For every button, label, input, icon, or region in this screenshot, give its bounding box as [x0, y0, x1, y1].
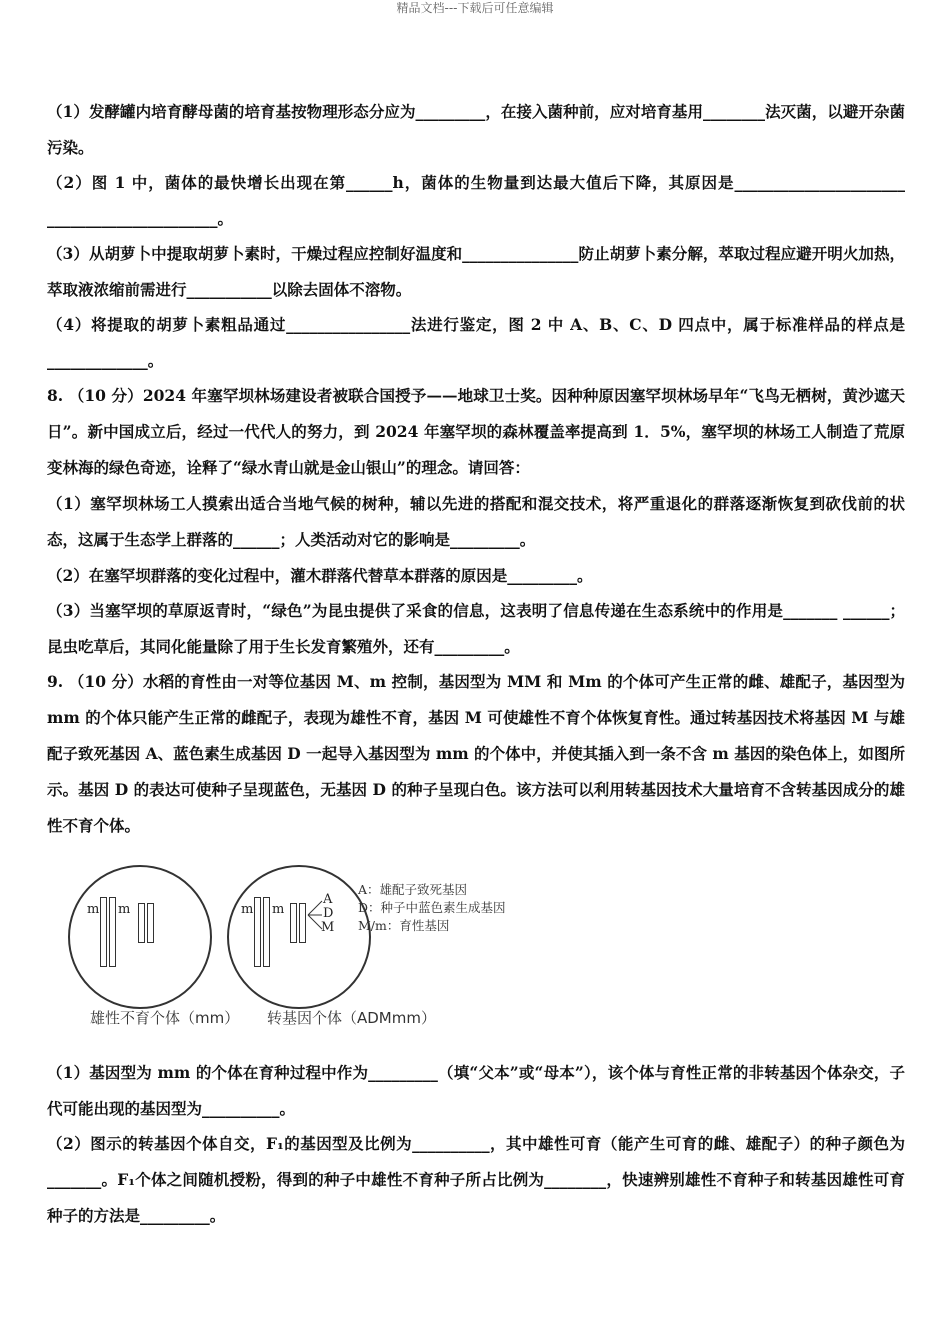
gene-label-m: m: [272, 902, 285, 917]
paragraph-q7-3: （3）从胡萝卜中提取胡萝卜素时，干燥过程应控制好温度和_______________防止胡萝卜素分解，萃取过程应避开明火加热，萃取液浓缩前需进行___________以除去固体不溶物。: [47, 244, 905, 299]
paragraph-q7-2: （2）图 1 中，菌体的最快增长出现在第______h，菌体的生物量到达最大值后下降，其原因是______________________ ______________________。: [47, 173, 911, 228]
caption-male-sterile: 雄性不育个体（mm）: [90, 1009, 240, 1027]
gene-label-m: m: [87, 902, 100, 917]
gene-label-D: D: [323, 906, 334, 921]
paragraph-q7-1: （1）发酵罐内培育酵母菌的培育基按物理形态分应为_________，在接入菌种前，应对培育基用________法灭菌，以避开杂菌污染。: [47, 102, 905, 157]
legend-item-A: A：雄配子致死基因: [358, 882, 468, 897]
gene-label-m: m: [118, 902, 131, 917]
chromosome: [299, 903, 306, 943]
gene-diagram-figure: [60, 855, 560, 1035]
paragraph-q7-4: （4）将提取的胡萝卜素粗品通过________________法进行鉴定，图 2 中 A、B、C、D 四点中，属于标准样品的样点是 _____________。: [47, 315, 911, 370]
chromosome: [290, 903, 297, 943]
paragraph-q8-intro: 8. （10 分）2024 年塞罕坝林场建设者被联合国授予——地球卫士奖。因种种原因塞罕坝林场早年“飞鸟无栖树，黄沙遮天日”。新中国成立后，经过一代代人的努力，到 2024 年塞罕坝的森林覆盖率提高到 1．5%，塞罕坝的林场工人制造了荒原变林海的绿色奇迹，诠释了“绿水青山就是金山银山”的理念。请回答：: [47, 386, 905, 477]
chromosome: [109, 897, 116, 967]
gene-label-m: m: [241, 902, 254, 917]
figure-legend: [358, 881, 506, 935]
paragraph-q9-2: （2）图示的转基因个体自交，F₁的基因型及比例为__________，其中雄性可育（能产生可育的雌、雄配子）的种子颜色为_______。F₁个体之间随机授粉，得到的种子中雄性不育种子所占比例为________，快速辨别雄性不育种子和转基因雄性可育种子的方法是_________。: [47, 1134, 905, 1225]
paragraph-q8-1: （1）塞罕坝林场工人摸索出适合当地气候的树种，辅以先进的搭配和混交技术，将严重退化的群落逐渐恢复到砍伐前的状态，这属于生态学上群落的______；人类活动对它的影响是_________。: [47, 494, 905, 549]
chromosome: [254, 897, 261, 967]
paragraph-q9-1: （1）基因型为 mm 的个体在育种过程中作为_________（填“父本”或“母本”），该个体与育性正常的非转基因个体杂交，子代可能出现的基因型为__________。: [47, 1063, 905, 1118]
page-header: 精品文档---下载后可任意编辑: [396, 1, 554, 15]
chromosome: [147, 903, 154, 943]
chromosome: [263, 897, 270, 967]
legend-item-D: D：种子中蓝色素生成基因: [358, 900, 506, 915]
chromosome: [100, 897, 107, 967]
gene-label-M: M: [321, 920, 335, 935]
paragraph-q9-intro: 9. （10 分）水稻的育性由一对等位基因 M、m 控制，基因型为 MM 和 Mm 的个体可产生正常的雌、雄配子，基因型为 mm 的个体只能产生正常的雌配子，表现为雄性不育，基因 M 可使雄性不育个体恢复育性。通过转基因技术将基因 M 与雄配子致死基因 A、蓝色素生成基因 D 一起导入基因型为 mm 的个体中，并使其插入到一条不含 m 基因的染色体上，如图所示。基因 D 的表达可使种子呈现蓝色，无基因 D 的种子呈现白色。该方法可以利用转基因技术大量培育不含转基因成分的雄性不育个体。: [47, 672, 911, 835]
chromosome: [138, 903, 145, 943]
paragraph-q8-3: （3）当塞罕坝的草原返青时，“绿色”为昆虫提供了采食的信息，这表明了信息传递在生态系统中的作用是_______ ______；昆虫吃草后，其同化能量除了用于生长发育繁殖外，还有_________。: [47, 601, 905, 656]
gene-label-A: A: [323, 892, 333, 907]
legend-item-Mm: M/m：育性基因: [358, 918, 450, 933]
paragraph-q8-2: （2）在塞罕坝群落的变化过程中，灌木群落代替草本群落的原因是_________。: [47, 566, 593, 585]
caption-transgenic: 转基因个体（ADMmm）: [267, 1009, 436, 1027]
